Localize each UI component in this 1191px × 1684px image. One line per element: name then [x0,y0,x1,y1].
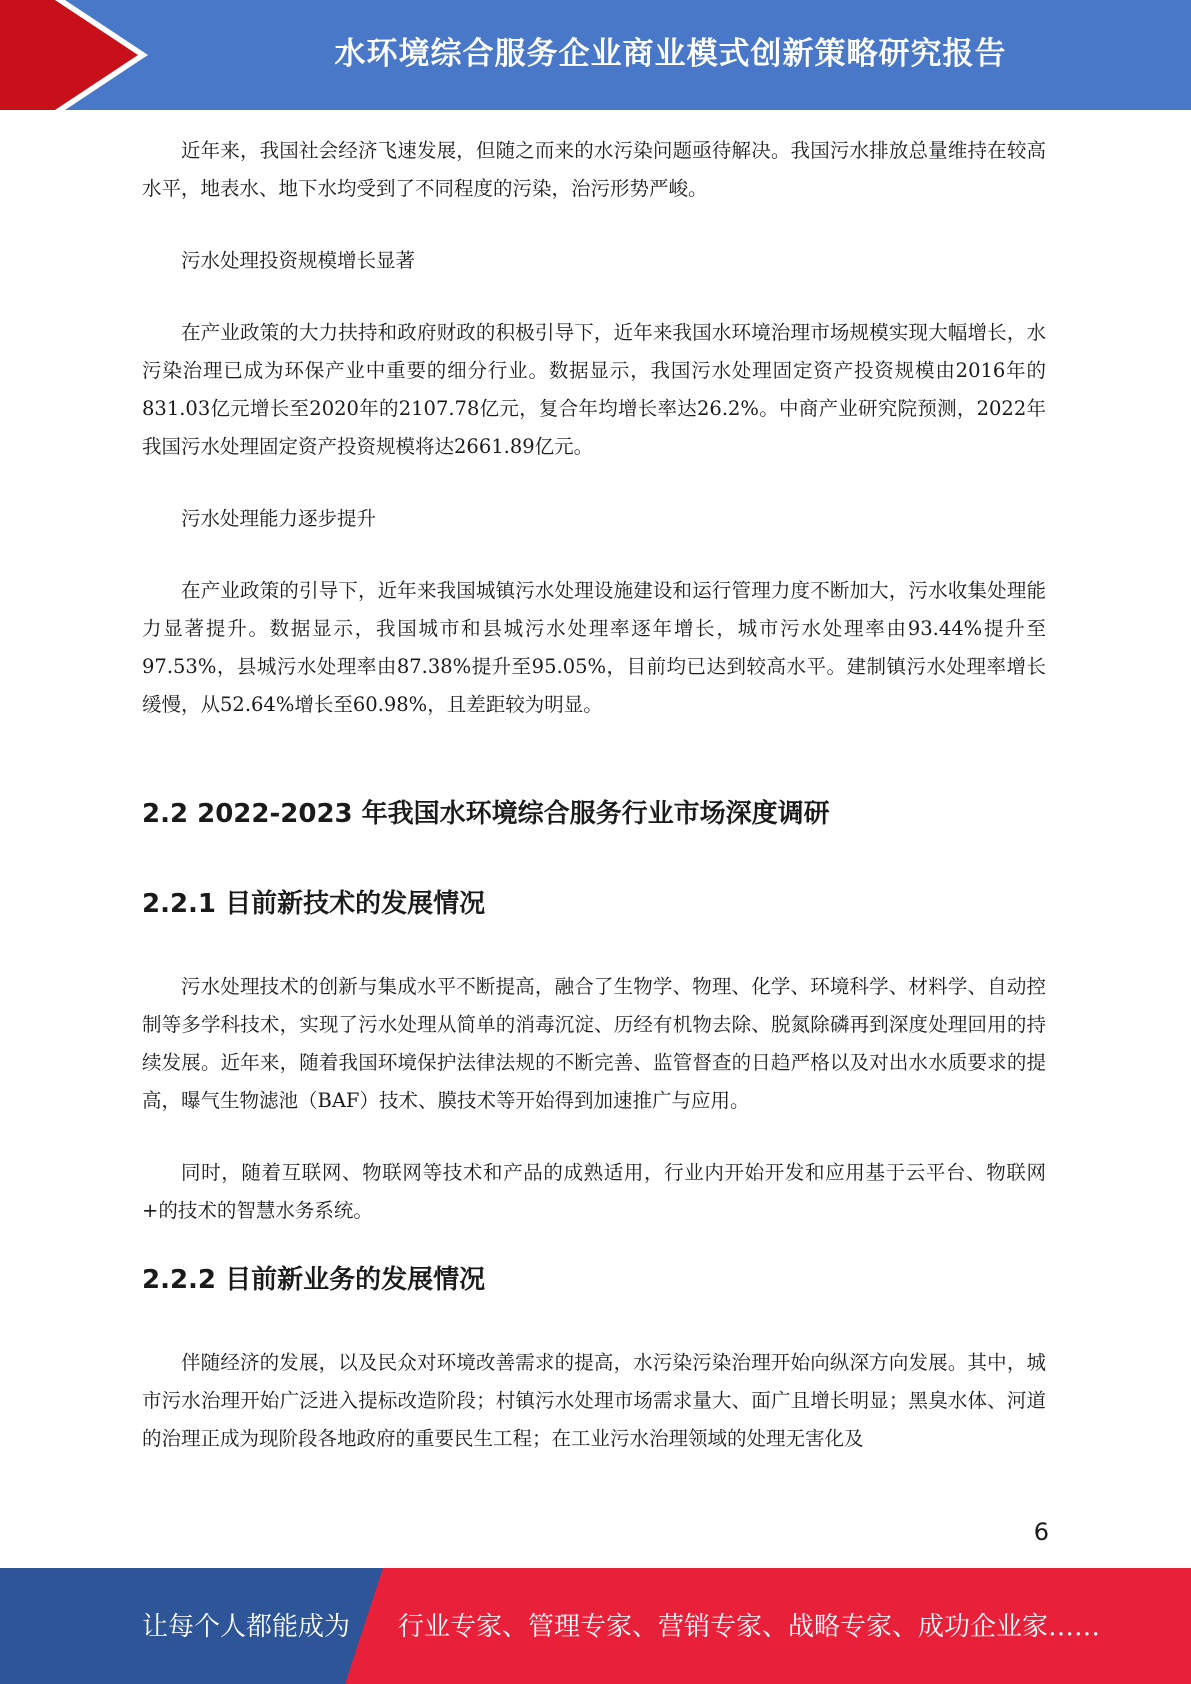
paragraph: 伴随经济的发展，以及民众对环境改善需求的提高，水污染污染治理开始向纵深方向发展。其中，城市污水治理开始广泛进入提标改造阶段；村镇污水处理市场需求量大、面广且增长明显；黑臭水体、河道的治理正成为现阶段各地政府的重要民生工程；在工业污水治理领域的处理无害化及 [142,1351,1046,1450]
chevron-decoration [0,0,160,110]
section-heading: 2.2 2022-2023 年我国水环境综合服务行业市场深度调研 [142,799,830,829]
subsection-heading: 2.2.2 目前新业务的发展情况 [142,1265,486,1295]
subheading: 污水处理投资规模增长显著 [181,249,416,272]
paragraph: 近年来，我国社会经济飞速发展，但随之而来的水污染问题亟待解决。我国污水排放总量维持在较高水平，地表水、地下水均受到了不同程度的污染，治污形势严峻。 [142,139,1046,200]
page-header [0,0,1191,110]
footer-slogan-right: 行业专家、管理专家、营销专家、战略专家、成功企业家…… [398,1612,1101,1642]
report-title: 水环境综合服务企业商业模式创新策略研究报告 [334,36,1007,72]
paragraph: 污水处理技术的创新与集成水平不断提高，融合了生物学、物理、化学、环境科学、材料学、自动控制等多学科技术，实现了污水处理从简单的消毒沉淀、历经有机物去除、脱氮除磷再到深度处理回用的持续发展。近年来，随着我国环境保护法律法规的不断完善、监管督查的日趋严格以及对出水水质要求的提高，曝气生物滤池（BAF）技术、膜技术等开始得到加速推广与应用。 [142,975,1046,1112]
paragraph: 同时，随着互联网、物联网等技术和产品的成熟适用，行业内开始开发和应用基于云平台、物联网+的技术的智慧水务系统。 [142,1161,1046,1222]
page-number: 6 [1033,1518,1049,1546]
paragraph: 在产业政策的引导下，近年来我国城镇污水处理设施建设和运行管理力度不断加大，污水收集处理能力显著提升。数据显示，我国城市和县城污水处理率逐年增长，城市污水处理率由93.44%提升至97.53%，县城污水处理率由87.38%提升至95.05%，目前均已达到较高水平。建制镇污水处理率增长缓慢，从52.64%增长至60.98%，且差距较为明显。 [142,579,1046,716]
paragraph: 在产业政策的大力扶持和政府财政的积极引导下，近年来我国水环境治理市场规模实现大幅增长，水污染治理已成为环保产业中重要的细分行业。数据显示，我国污水处理固定资产投资规模由2016年的831.03亿元增长至2020年的2107.78亿元，复合年均增长率达26.2%。中商产业研究院预测，2022年我国污水处理固定资产投资规模将达2661.89亿元。 [142,321,1046,458]
footer-slogan-left: 让每个人都能成为 [142,1612,351,1642]
subheading: 污水处理能力逐步提升 [181,507,377,530]
subsection-heading: 2.2.1 目前新技术的发展情况 [142,889,486,919]
page-content [142,132,1046,1458]
page-footer [0,1568,1191,1684]
